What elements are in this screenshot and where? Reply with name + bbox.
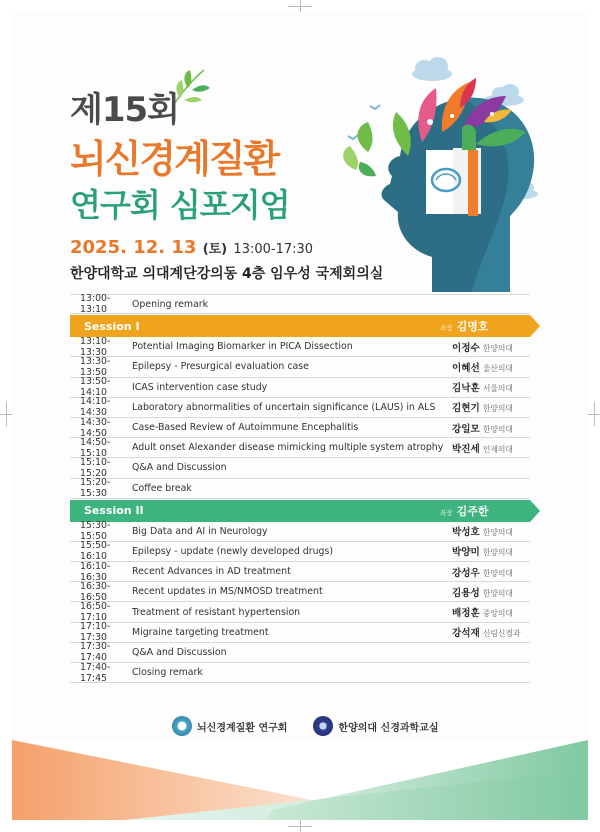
program-row xyxy=(70,357,530,377)
speaker-name: 김용성 xyxy=(452,587,480,599)
row-topic: Recent Advances in AD treatment xyxy=(132,566,291,578)
row-time: 17:40-17:45 xyxy=(80,661,111,684)
row-speaker xyxy=(452,462,530,473)
bird-icon xyxy=(370,105,380,109)
row-topic: Adult onset Alexander disease mimicking multiple system atrophy xyxy=(132,442,444,454)
program-row xyxy=(70,562,530,582)
row-topic: Closing remark xyxy=(132,667,203,679)
speaker-affiliation: 인제의대 xyxy=(482,444,513,454)
org-name: 뇌신경계질환 연구회 xyxy=(197,722,288,734)
speaker-affiliation: 한양의대 xyxy=(482,568,513,578)
speaker-name: 박양미 xyxy=(452,547,480,559)
poster xyxy=(12,12,588,820)
speaker-name: 강석재 xyxy=(452,628,480,640)
speaker-name: 김낙훈 xyxy=(452,383,480,395)
row-time: 13:10-13:30 xyxy=(80,335,111,358)
brain-logo-icon xyxy=(172,716,192,736)
arrow-icon xyxy=(530,315,540,337)
bird-icon xyxy=(348,135,358,139)
program-row xyxy=(70,522,530,542)
row-topic: Q&A and Discussion xyxy=(132,646,227,658)
program-row xyxy=(70,378,530,398)
speaker-affiliation: 신림신경과 xyxy=(482,629,521,639)
org-name: 한양의대 신경과학교실 xyxy=(338,722,439,734)
sub-title: 연구회 심포지엄 xyxy=(70,186,290,224)
speaker-affiliation: 한양의대 xyxy=(482,424,513,434)
session-label: Session I xyxy=(84,319,140,333)
row-time: 14:10-14:30 xyxy=(80,396,111,419)
org-logo-1 xyxy=(172,716,287,736)
organizers xyxy=(172,716,472,736)
speaker-affiliation: 한양의대 xyxy=(482,343,513,353)
row-topic: Big Data and AI in Neurology xyxy=(132,525,268,537)
speaker-affiliation: 중앙의대 xyxy=(482,609,513,619)
main-title: 뇌신경계질환 xyxy=(70,137,279,181)
program-row xyxy=(70,458,530,478)
speaker-name: 강성우 xyxy=(452,567,480,579)
program-row xyxy=(70,438,530,458)
program-row-opening xyxy=(70,294,530,314)
speaker-name: 박성호 xyxy=(452,527,480,539)
row-topic: ICAS intervention case study xyxy=(132,381,268,393)
row-topic: Migraine targeting treatment xyxy=(132,626,269,638)
event-date xyxy=(70,237,313,258)
row-time: 16:30-16:50 xyxy=(80,580,111,603)
speaker-name: 박진세 xyxy=(452,443,480,455)
program-row xyxy=(70,479,530,499)
row-topic: Opening remark xyxy=(132,298,209,310)
session-chair xyxy=(440,503,530,519)
speaker-name: 이혜선 xyxy=(452,362,480,374)
row-time: 16:50-17:10 xyxy=(80,601,111,624)
row-time: 15:20-15:30 xyxy=(80,477,111,500)
row-speaker xyxy=(452,441,530,455)
row-topic: Recent updates in MS/NMOSD treatment xyxy=(132,586,323,598)
session-2-rows xyxy=(70,522,530,684)
speaker-affiliation: 서울의대 xyxy=(482,384,513,394)
chair-name: 김명호 xyxy=(456,320,489,334)
edition-title: 제15회 xyxy=(70,90,180,130)
row-speaker xyxy=(452,647,530,658)
cloud-icon xyxy=(412,57,452,81)
chair-name: 김주한 xyxy=(456,504,489,518)
session-1-header xyxy=(70,315,530,337)
row-topic: Epilepsy - Presurgical evaluation case xyxy=(132,361,309,373)
session-1-rows xyxy=(70,337,530,499)
row-time: 17:30-17:40 xyxy=(80,641,111,664)
speaker-affiliation: 한양의대 xyxy=(482,528,513,538)
session-2-header xyxy=(70,500,530,522)
row-speaker xyxy=(452,340,530,354)
row-speaker xyxy=(452,585,530,599)
speaker-affiliation: 울산의대 xyxy=(482,363,513,373)
row-topic: Q&A and Discussion xyxy=(132,462,227,474)
row-topic: Treatment of resistant hypertension xyxy=(132,606,301,618)
row-topic: Laboratory abnormalities of uncertain significance (LAUS) in ALS xyxy=(132,401,436,413)
chair-role: 좌장 xyxy=(440,508,453,517)
row-time: 13:00-13:10 xyxy=(80,293,111,316)
row-time: 13:50-14:10 xyxy=(80,376,111,399)
branch-icon xyxy=(343,122,376,176)
speaker-name: 이정수 xyxy=(452,342,480,354)
row-speaker xyxy=(452,421,530,435)
arrow-icon xyxy=(530,500,540,522)
row-speaker xyxy=(452,605,530,619)
program-row xyxy=(70,643,530,663)
row-topic: Potential Imaging Biomarker in PICA Dissection xyxy=(132,341,353,353)
venue: 한양대학교 의대계단강의동 4층 임우성 국제회의실 xyxy=(70,266,384,282)
row-topic: Epilepsy - update (newly developed drugs) xyxy=(132,545,334,557)
row-time: 16:10-16:30 xyxy=(80,560,111,583)
program-row xyxy=(70,602,530,622)
row-speaker xyxy=(452,524,530,538)
row-speaker xyxy=(452,380,530,394)
speaker-affiliation: 한양의대 xyxy=(482,548,513,558)
row-topic: Coffee break xyxy=(132,482,192,494)
program-row xyxy=(70,398,530,418)
speaker-affiliation: 한양의대 xyxy=(482,404,513,414)
day-of-week: (토) xyxy=(202,242,228,257)
program-row xyxy=(70,582,530,602)
decorative-band xyxy=(12,740,588,820)
row-time: 14:30-14:50 xyxy=(80,416,111,439)
row-speaker xyxy=(452,360,530,374)
program-row xyxy=(70,542,530,562)
row-time: 15:30-15:50 xyxy=(80,520,111,543)
program-row xyxy=(70,337,530,357)
program-row xyxy=(70,418,530,438)
session-chair xyxy=(440,318,530,334)
row-topic: Case-Based Review of Autoimmune Encephalitis xyxy=(132,422,359,434)
org-logo-2 xyxy=(313,716,438,736)
program-row xyxy=(70,663,530,683)
row-speaker xyxy=(452,400,530,414)
row-time: 13:30-13:50 xyxy=(80,355,111,378)
row-speaker xyxy=(452,483,530,494)
row-speaker xyxy=(452,667,530,678)
row-time: 17:10-17:30 xyxy=(80,621,111,644)
seal-logo-icon xyxy=(313,716,333,736)
speaker-name: 배정훈 xyxy=(452,608,480,620)
row-speaker xyxy=(452,625,530,639)
row-speaker xyxy=(452,565,530,579)
speaker-name: 김현기 xyxy=(452,403,480,415)
row-speaker xyxy=(452,544,530,558)
time-range: 13:00-17:30 xyxy=(233,242,314,257)
row-time: 15:10-15:20 xyxy=(80,456,111,479)
row-time: 15:50-16:10 xyxy=(80,540,111,563)
row-time: 14:50-15:10 xyxy=(80,436,111,459)
date: 2025. 12. 13 xyxy=(70,237,197,258)
program-row xyxy=(70,623,530,643)
session-label: Session II xyxy=(84,504,144,518)
speaker-affiliation: 한양의대 xyxy=(482,588,513,598)
program-table xyxy=(70,294,530,683)
chair-role: 좌장 xyxy=(440,324,453,333)
speaker-name: 강일모 xyxy=(452,423,480,435)
